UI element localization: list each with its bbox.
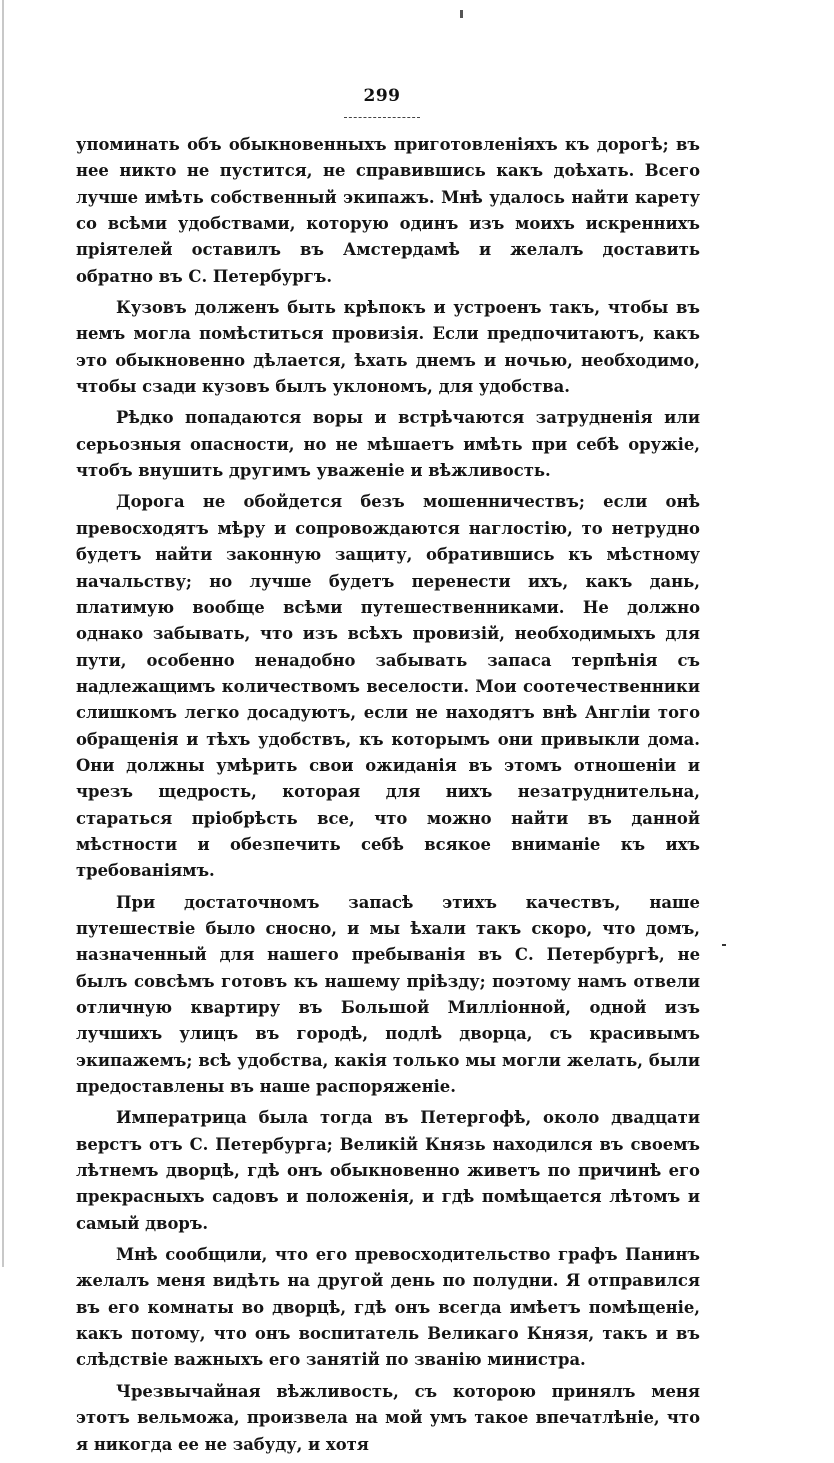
paragraph-4: Дорога не обойдется безъ мошенничествъ; если онѣ превосходятъ мѣру и сопровождаются наглостію, то нетрудно будетъ найти законную защиту, обратившись къ мѣстному начальству; но лучше будетъ перенести ихъ, какъ дань, платимую вообще всѣми путешественниками. Не должно однако забывать, что изъ всѣхъ провизій, необходимыхъ для пути, особенно ненадобно забывать запаса терпѣнія съ надлежащимъ количествомъ веселости. Мои соотечественники слишкомъ легко досадуютъ, если не находятъ внѣ Англіи того обращенія и тѣхъ удобствъ, къ которымъ они привыкли дома. Они должны умѣрить свои ожиданія въ этомъ отношеніи и чрезъ щедрость, которая для нихъ незатруднительна, стараться пріобрѣсть все, что можно найти въ данной мѣстности и обезпечить себѣ всякое вниманіе къ ихъ требованіямъ. [76,492,700,881]
page-number: 299 [363,86,401,106]
paragraph-2: Кузовъ долженъ быть крѣпокъ и устроенъ такъ, чтобы въ немъ могла помѣститься провизія. Если предпочитаютъ, какъ это обыкновенно дѣлается, ѣхать днемъ и ночью, необходимо, чтобы сзади кузовъ былъ уклономъ, для удобства. [76,298,700,397]
paragraph-5: При достаточномъ запасѣ этихъ качествъ, наше путешествіе было сносно, и мы ѣхали такъ скоро, что домъ, назначенный для нашего пребыванія въ С. Петербургѣ, не былъ совсѣмъ готовъ къ нашему пріѣзду; поэтому намъ отвели отличную квартиру въ Большой Милліонной, одной изъ лучшихъ улицъ въ городѣ, подлѣ дворца, съ красивымъ экипажемъ; всѣ удобства, какія только мы могли желать, были предоставлены въ наше распоряженіе. [76,892,700,1097]
page-number-rule [344,117,420,119]
page-edge-shadow [2,0,4,1267]
scan-mark [460,10,463,18]
paragraph-3: Рѣдко попадаются воры и встрѣчаются затрудненія или серьозныя опасности, но не мѣшаетъ имѣть при себѣ оружіе, чтобъ внушить другимъ уваженіе и вѣжливость. [76,408,700,481]
paragraph-8: Чрезвычайная вѣжливость, съ которою принялъ меня этотъ вельможа, произвела на мой умъ такое впечатлѣніе, что я никогда ее не забуду, и хотя [76,1381,700,1454]
paragraph-1: упоминать объ обыкновенныхъ приготовленіяхъ къ дорогѣ; въ нее никто не пустится, не справившись какъ доѣхать. Всего лучше имѣть собственный экипажъ. Мнѣ удалось найти карету со всѣми удобствами, которую одинъ изъ моихъ искреннихъ пріятелей оставилъ въ Амстердамѣ и желалъ доставить обратно въ С. Петербургъ. [76,135,700,286]
paragraph-6: Императрица была тогда въ Петергофѣ, около двадцати верстъ отъ С. Петербурга; Великій Князь находился въ своемъ лѣтнемъ дворцѣ, гдѣ онъ обыкновенно живетъ по причинѣ его прекрасныхъ садовъ и положенія, и гдѣ помѣщается лѣтомъ и самый дворъ. [76,1108,700,1233]
paragraph-7: Мнѣ сообщили, что его превосходительство графъ Панинъ желалъ меня видѣть на другой день по полудни. Я отправился въ его комнаты во дворцѣ, гдѣ онъ всегда имѣетъ помѣщеніе, какъ потому, что онъ воспитатель Великаго Князя, такъ и въ слѣдствіе важныхъ его занятій по званію министра. [76,1245,700,1370]
body-text [76,132,700,1463]
margin-speck [722,944,726,946]
